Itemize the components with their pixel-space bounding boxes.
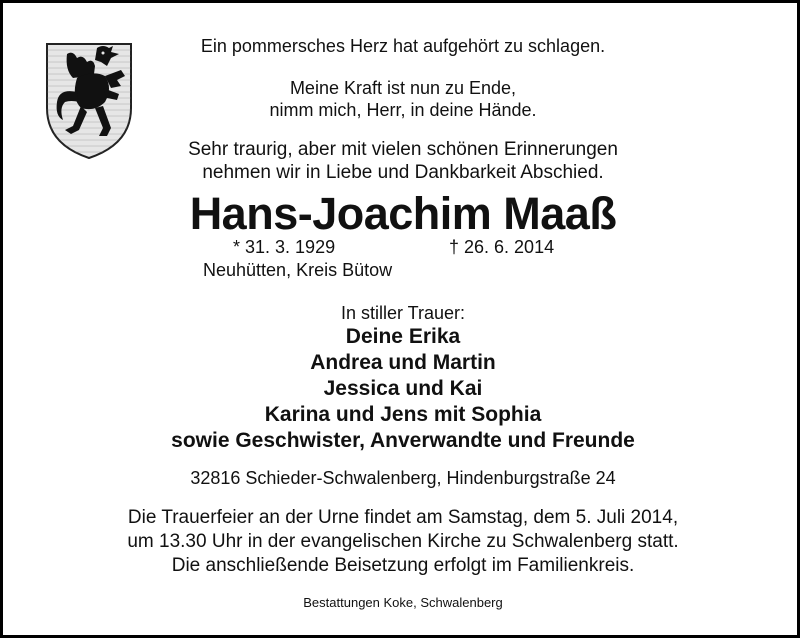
mourner-line-4: Karina und Jens mit Sophia — [264, 403, 542, 426]
farewell-line-1: Sehr traurig, aber mit vielen schönen Erinnerungen — [188, 139, 618, 160]
service-line-2: um 13.30 Uhr in der evangelischen Kirche zu Schwalenberg statt. — [127, 531, 679, 552]
mourner-line-5: sowie Geschwister, Anverwandte und Freunde — [171, 429, 635, 452]
birth-date: * 31. 3. 1929 — [233, 237, 336, 257]
mourning-intro: In stiller Trauer: — [340, 303, 466, 323]
death-date: † 26. 6. 2014 — [449, 237, 555, 257]
service-line-1: Die Trauerfeier an der Urne findet am Samstag, dem 5. Juli 2014, — [127, 507, 679, 528]
verse-line-1: Meine Kraft ist nun zu Ende, — [289, 78, 517, 98]
mourner-line-1: Deine Erika — [345, 325, 461, 348]
deceased-name: Hans-Joachim Maaß — [189, 188, 617, 239]
verse-line-2: nimm mich, Herr, in deine Hände. — [269, 100, 537, 120]
intro-line: Ein pommersches Herz hat aufgehört zu schlagen. — [200, 36, 606, 56]
birthplace: Neuhütten, Kreis Bütow — [203, 260, 393, 280]
undertaker-credit: Bestattungen Koke, Schwalenberg — [303, 595, 503, 610]
farewell-line-2: nehmen wir in Liebe und Dankbarkeit Abschied. — [202, 162, 604, 183]
mourner-line-2: Andrea und Martin — [310, 351, 496, 374]
service-line-3: Die anschließende Beisetzung erfolgt im Familienkreis. — [171, 555, 635, 576]
mourner-line-3: Jessica und Kai — [323, 377, 483, 400]
family-address: 32816 Schieder-Schwalenberg, Hindenburgstraße 24 — [190, 468, 616, 488]
